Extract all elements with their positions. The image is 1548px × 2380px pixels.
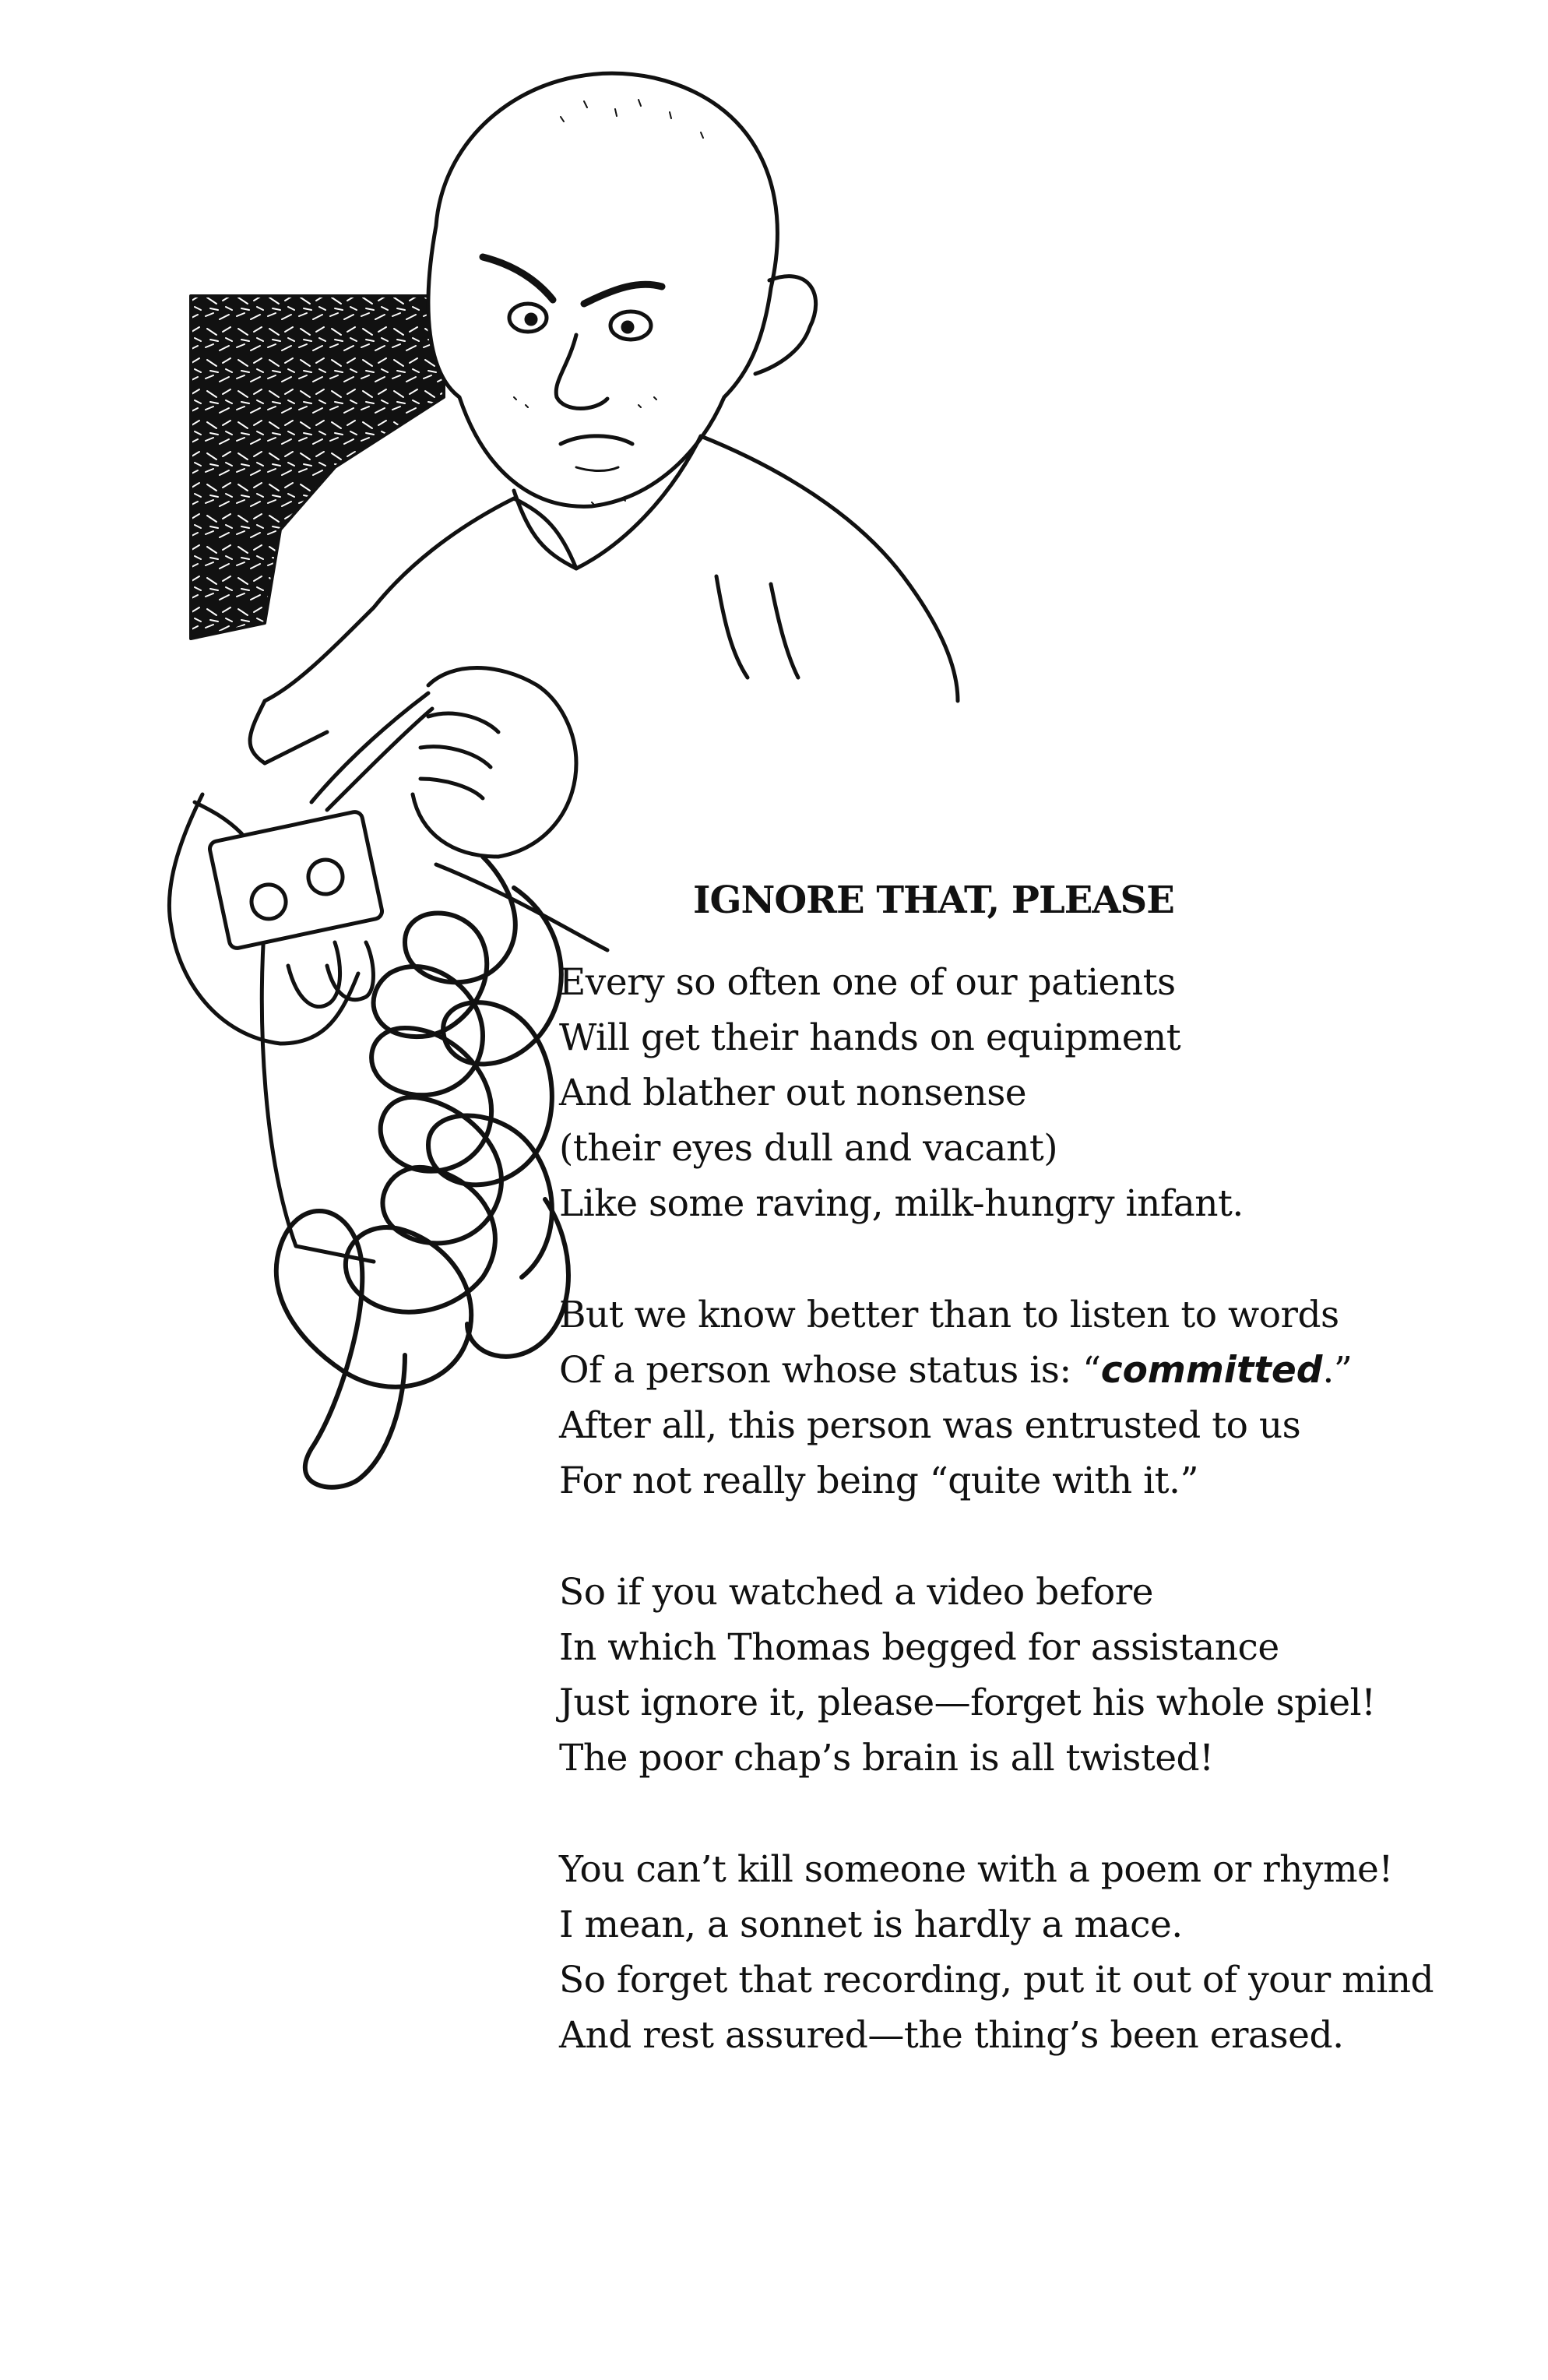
poem-line: And blather out nonsense <box>559 1071 1027 1114</box>
stanza-4 <box>559 1842 1517 2063</box>
poem-line: Like some raving, milk-hungry infant. <box>559 1181 1244 1225</box>
poem-line: But we know better than to listen to words <box>559 1293 1339 1336</box>
emphasized-word: committed <box>1100 1348 1323 1392</box>
cassette <box>209 811 384 950</box>
poem-line: (their eyes dull and vacant) <box>559 1126 1058 1170</box>
poem-line-text: Of a person whose status is: “ <box>559 1348 1101 1392</box>
poem-line: For not really being “quite with it.” <box>559 1459 1199 1502</box>
poem-title: IGNORE THAT, PLEASE <box>693 878 1174 922</box>
poem <box>559 878 1517 2063</box>
poem-line: So forget that recording, put it out of your mind <box>559 1958 1434 2002</box>
stanza-2 <box>559 1287 1517 1509</box>
poem-line: In which Thomas begged for assistance <box>559 1625 1279 1669</box>
poem-line: I mean, a sonnet is hardly a mace. <box>559 1903 1183 1946</box>
poem-line: Will get their hands on equipment <box>559 1016 1181 1059</box>
poem-line: So if you watched a video before <box>559 1570 1153 1614</box>
hand-with-cassette <box>169 794 383 1044</box>
head <box>428 73 816 506</box>
tangled-tape <box>276 857 568 1488</box>
poem-line <box>559 1343 1517 1398</box>
poem-line-text: .” <box>1322 1348 1353 1392</box>
poem-line: You can’t kill someone with a poem or rhyme! <box>559 1847 1393 1891</box>
poem-line: And rest assured—the thing’s been erased. <box>559 2013 1344 2057</box>
poem-line: The poor chap’s brain is all twisted! <box>559 1736 1214 1780</box>
poem-line: Every so often one of our patients <box>559 960 1176 1004</box>
stanza-1 <box>559 955 1517 1231</box>
dark-background-block <box>191 296 444 639</box>
poem-line: After all, this person was entrusted to us <box>559 1403 1301 1447</box>
poem-line: Just ignore it, please—forget his whole spiel! <box>559 1681 1376 1724</box>
stanza-3 <box>559 1565 1517 1786</box>
